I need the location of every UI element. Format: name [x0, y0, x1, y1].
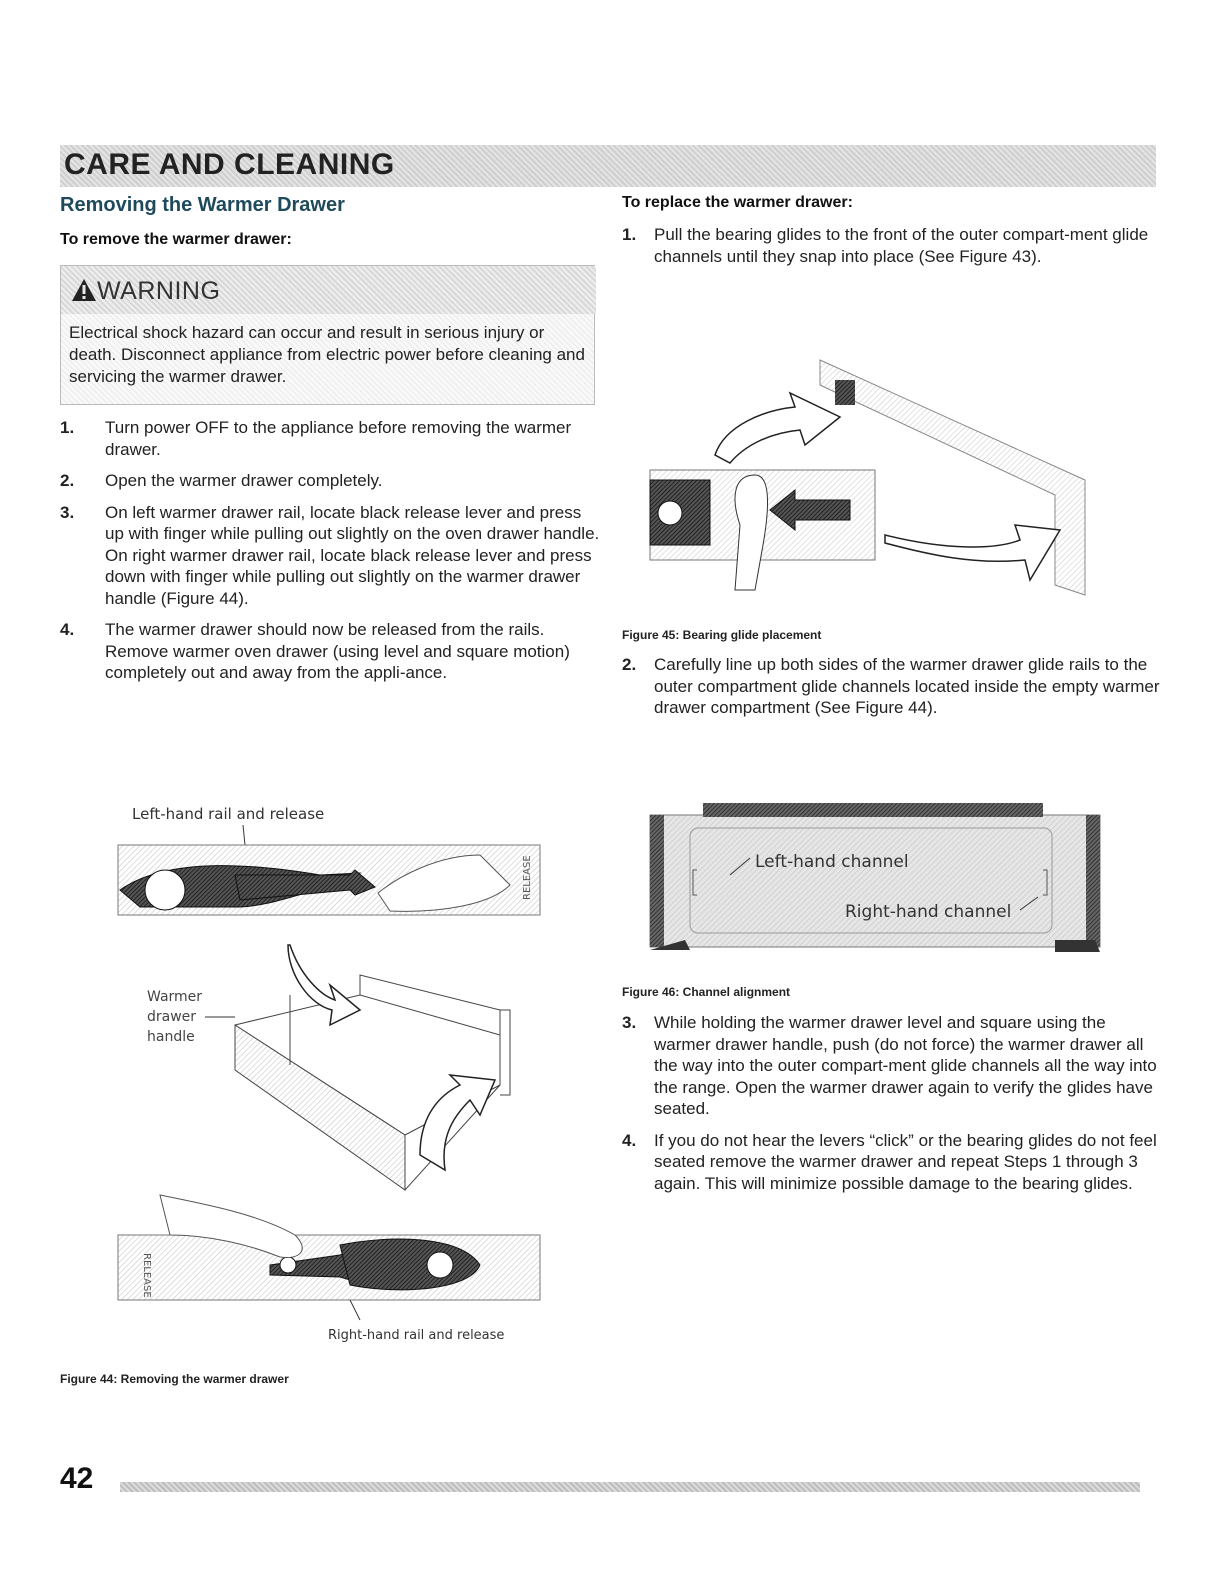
list-item: 2. Carefully line up both sides of the warmer drawer glide rails to the outer compartment glide channels located inside the empty warmer drawer compartment (See Figure 44). [622, 655, 1160, 717]
figure-44-illustration [60, 795, 620, 1355]
warning-box [60, 265, 595, 405]
remove-steps [60, 417, 600, 684]
list-item: 2. Open the warmer drawer completely. [60, 471, 383, 490]
replace-steps-a [622, 224, 1167, 267]
handle-label-3: handle [147, 1029, 195, 1045]
remove-subheading: To remove the warmer drawer: [60, 231, 292, 248]
section-banner [60, 145, 1156, 187]
right-column [622, 194, 1167, 277]
figure-46-illustration [645, 800, 1110, 960]
replace-steps-c [622, 1012, 1167, 1204]
handle-label-1: Warmer [147, 989, 203, 1005]
left-column [60, 190, 600, 694]
replace-steps-b [622, 654, 1167, 729]
list-item: 1. Turn power OFF to the appliance before removing the warmer drawer. [60, 418, 572, 459]
list-item: 3. On left warmer drawer rail, locate black release lever and press up with finger while pulling out slightly on the oven drawer handle. On right warmer drawer rail, locate black release lever and press down with finger while pulling out slightly on the warmer drawer handle (Figure 44). [60, 502, 600, 608]
right-channel-label: Right-hand channel [845, 902, 1012, 922]
list-item: 1. Pull the bearing glides to the front of the outer compart-ment glide channels until they snap into place (See Figure 43). [622, 225, 1149, 266]
page-number: 42 [60, 1462, 94, 1495]
warmer-drawer-drawing [235, 945, 510, 1190]
figure-44-caption: Figure 44: Removing the warmer drawer [60, 1372, 289, 1386]
left-channel-label: Left-hand channel [755, 852, 909, 872]
warning-text: Electrical shock hazard can occur and result in serious injury or death. Disconnect appliance from electric power before cleaning and servicing the warmer drawer. [69, 323, 585, 386]
section-title: CARE AND CLEANING [64, 148, 395, 181]
replace-subheading: To replace the warmer drawer: [622, 194, 853, 211]
footer-bar [120, 1482, 1140, 1492]
list-item: 4. The warmer drawer should now be released from the rails. Remove warmer oven drawer (using level and square motion) completely out and away from the appli-ance. [60, 620, 570, 682]
figure-46-caption: Figure 46: Channel alignment [622, 985, 791, 999]
figure-45-caption: Figure 45: Bearing glide placement [622, 628, 822, 642]
figure-45-illustration [645, 345, 1105, 610]
list-item: 4. If you do not hear the levers “click” or the bearing glides do not feel seated remove the warmer drawer and repeat Steps 1 through 3 again. This will minimize possible damage to the bearing glides. [622, 1130, 1157, 1193]
handle-label-2: drawer [147, 1009, 197, 1025]
warning-triangle-icon [71, 278, 97, 302]
warning-header [61, 266, 596, 314]
release-label-upper: RELEASE [522, 855, 533, 900]
list-item: 3. While holding the warmer drawer level and square using the warmer drawer handle, push (do not force) the warmer drawer all the way into the outer compart-ment glide channels all the way into the range. Open the warmer drawer again to verify the glides have seated. [622, 1013, 1157, 1118]
release-label-lower: RELEASE [141, 1253, 152, 1298]
section-heading: Removing the Warmer Drawer [60, 194, 345, 216]
left-rail-label: Left-hand rail and release [132, 805, 325, 823]
right-rail-label: Right-hand rail and release [328, 1328, 505, 1343]
warning-label: WARNING [97, 277, 221, 305]
